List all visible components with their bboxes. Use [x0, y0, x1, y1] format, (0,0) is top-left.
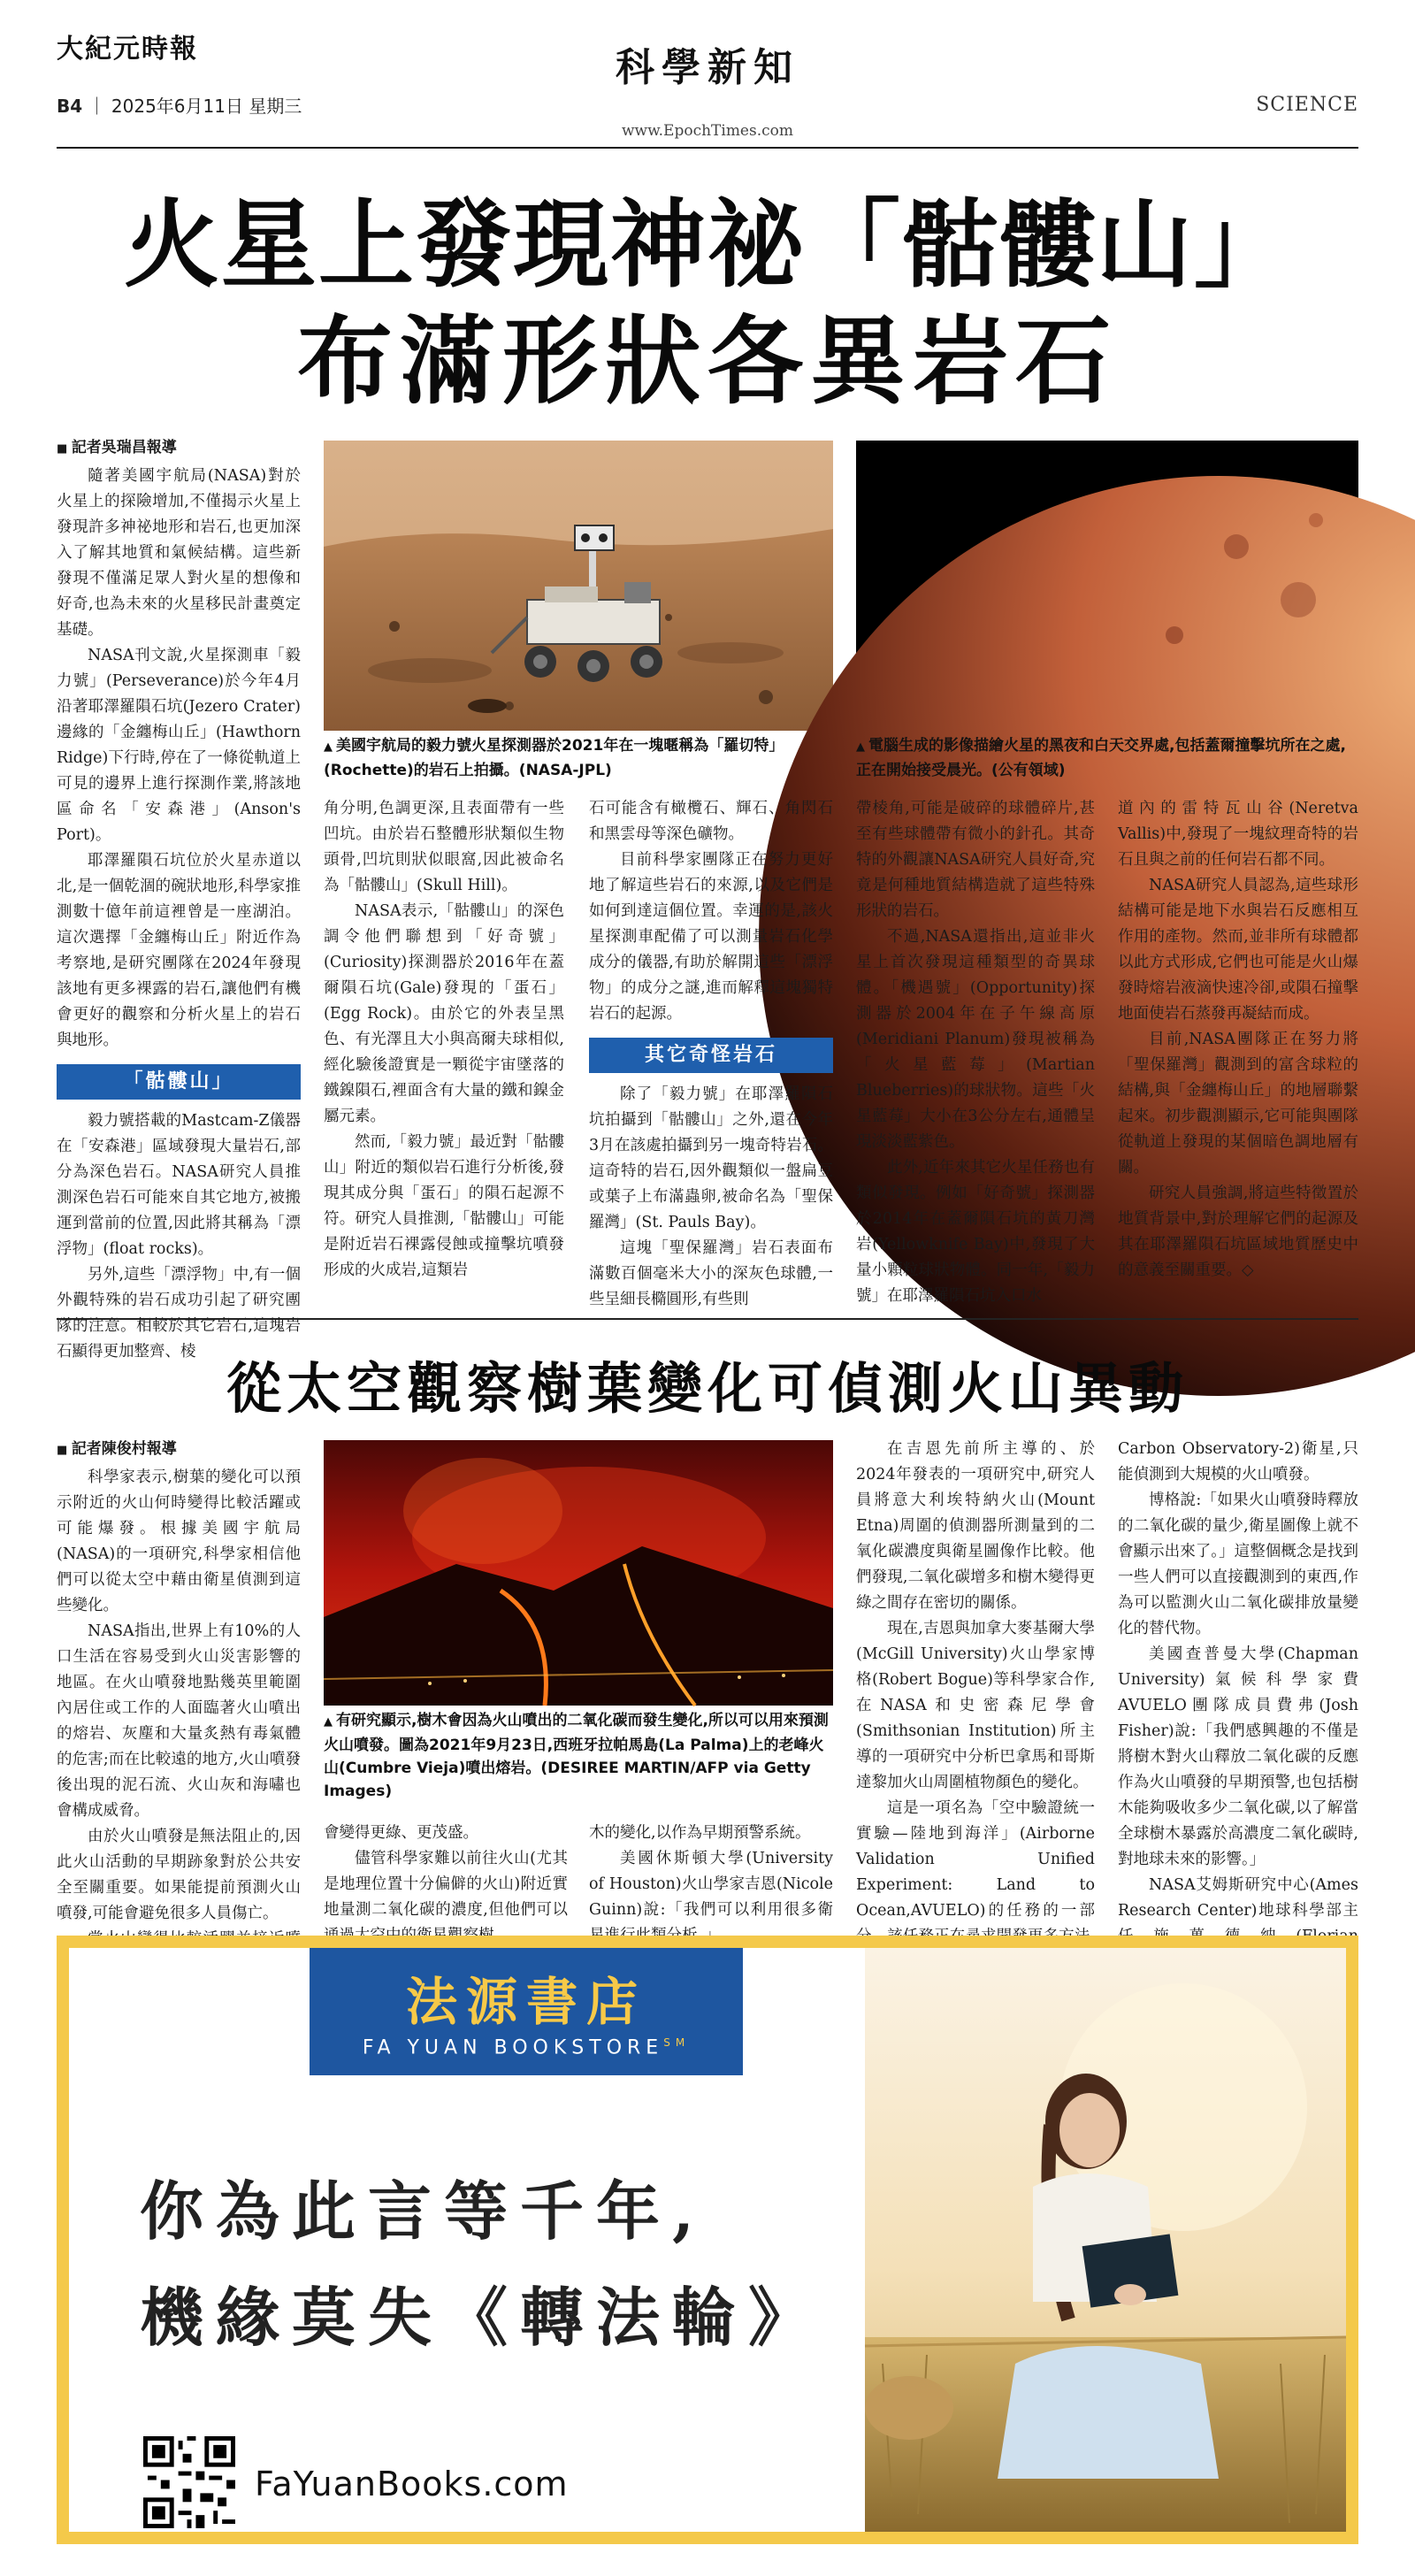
- bookstore-ad[interactable]: [57, 1936, 1358, 2544]
- paragraph: 然而,「毅力號」最近對「骷髏山」附近的類似岩石進行分析後,發現其成分與「蛋石」的隕石起源不符。研究人員推測,「骷髏山」可能是附近岩石裸露侵蝕或撞擊坑噴發形成的火成岩,這類岩: [324, 1133, 564, 1279]
- article2-column-3: [589, 1821, 833, 1921]
- article-divider: [57, 1318, 1358, 1320]
- section-english-label: SCIENCE: [1256, 94, 1358, 116]
- paragraph: 道內的雷特瓦山谷(Neretva Vallis)中,發現了一塊紋理奇特的岩石且與之前的任何岩石都不同。: [1118, 800, 1358, 869]
- paragraph: 研究人員強調,將這些特徵置於地質背景中,對於理解它們的起源及其在耶澤羅隕石坑區域地質歷史中的意義至關重要。◇: [1118, 1184, 1358, 1279]
- section-title: 科學新知: [616, 45, 799, 90]
- paragraph: 這塊「聖保羅灣」岩石表面布滿數百個毫米大小的深灰色球體,一些呈細長橢圓形,有些則: [589, 1239, 833, 1308]
- volcano-photo: [324, 1440, 833, 1706]
- ad-slogan-line2: 機緣莫失《轉法輪》: [140, 2280, 825, 2355]
- paragraph: 此外,近年來其它火星任務也有類似發現。例如「好奇號」探測器於2014年在蓋爾隕石坑的黃刀灣岩(Yellowknife Bay)中,發現了大量小顆粒球狀物體。同一年,「毅力號」在耶澤羅隕石坑入口水: [856, 1159, 1095, 1305]
- masthead-logo: 大紀元時報: [57, 34, 198, 65]
- article1-column-5: [1118, 796, 1358, 1306]
- site-url[interactable]: www.EpochTimes.com: [622, 122, 793, 140]
- caption-triangle-icon: ▲: [324, 1715, 333, 1729]
- paragraph: NASA指出,世界上有10%的人口生活在容易受到火山災害影響的地區。在火山噴發地點幾英里範圍內居住或工作的人面臨著火山噴出的熔岩、灰塵和大量炙熱有毒氣體的危害;而在比較遠的地方,火山噴發後出現的泥石流、火山灰和海嘯也會構成威脅。: [57, 1622, 301, 1820]
- bookstore-logo-english: FA YUAN BOOKSTORE℠: [362, 2036, 691, 2059]
- article1-headline-line1: 火星上發現神祕「骷髏山」: [123, 190, 1291, 301]
- paragraph: 帶棱角,可能是破碎的球體碎片,甚至有些球體帶有微小的針孔。其奇特的外觀讓NASA研究人員好奇,究竟是何種地質結構造就了這些特殊形狀的岩石。: [856, 800, 1095, 920]
- issue-date: 2025年6月11日 星期三: [111, 96, 302, 117]
- separator: ｜: [88, 96, 111, 117]
- paragraph: 在吉恩先前所主導的、於2024年發表的一項研究中,研究人員將意大利埃特納火山(Mount Etna)周圍的偵測器所測量到的二氧化碳濃度與衛星圖像作比較。他們發現,二氧化碳增多和樹木變得更綠之間存在密切的關係。: [856, 1440, 1095, 1612]
- issue-info: [57, 92, 302, 118]
- volcano-photo-caption: ▲ 有研究顯示,樹木會因為火山噴出的二氧化碳而發生變化,所以可以用來預測火山噴發。圖為2021年9月23日,西班牙拉帕馬島(La Palma)上的老峰火山(Cumbre Vieja)噴出熔岩。(DESIREE MARTIN/AFP via Getty Images): [324, 1712, 829, 1800]
- rover-photo: [324, 441, 833, 731]
- article1-column-2: [324, 796, 564, 1306]
- article2-column-5: [1118, 1437, 1358, 1921]
- paragraph: 目前,NASA團隊正在努力將「聖保羅灣」觀測到的富含球粒的結構,與「金纏梅山丘」的地層聯繫起來。初步觀測顯示,它可能與團隊從軌道上發現的某個暗色調地層有關。: [1118, 1031, 1358, 1177]
- paragraph: 科學家表示,樹葉的變化可以預示附近的火山何時變得比較活躍或可能爆發。根據美國宇航局(NASA)的一項研究,科學家相信他們可以從太空中藉由衛星偵測到這些變化。: [57, 1468, 301, 1614]
- rover-illustration: [324, 441, 833, 731]
- caption-triangle-icon: ▲: [324, 740, 333, 754]
- service-mark: SM: [663, 2036, 691, 2049]
- paragraph: 這是一項名為「空中驗證統一實驗—陸地到海洋」(Airborne Validation Unified Experiment: Land to Ocean,AVUELO)的任務的一部: [856, 1799, 1095, 1920]
- article1-column-4: [856, 796, 1095, 1306]
- rover-photo-caption: ▲ 美國宇航局的毅力號火星探測器於2021年在一塊暱稱為「羅切特」(Rochette)的岩石上拍攝。(NASA-JPL): [324, 737, 784, 779]
- paragraph: NASA研究人員認為,這些球形結構可能是地下水與岩石反應相互作用的產物。然而,並非所有球體都以此方式形成,它們也可能是火山爆發時熔岩液滴快速冷卻,或隕石撞擊地面使岩石蒸發再凝結而成。: [1118, 877, 1358, 1023]
- article1-column-1: [57, 435, 301, 1361]
- caption-triangle-icon: ▲: [856, 740, 865, 754]
- paragraph: 儘管科學家難以前往火山(尤其是地理位置十分偏僻的火山)附近實地量測二氧化碳的濃度,但他們可以: [324, 1850, 568, 1919]
- paragraph: NASA刊文說,火星探測車「毅力號」(Perseverance)於今年4月沿著耶澤羅隕石坑(Jezero Crater)邊緣的「金纏梅山丘」(Hawthorn Ridge)下行時,停在了一條從軌道上可見的邊界上進行探測作業,將該地區命名「安森港」(Anson's Port)。: [57, 647, 301, 844]
- bookstore-logo: [310, 1948, 743, 2075]
- paragraph: 現在,吉恩與加拿大麥基爾大學(McGill University)火山學家博格(Robert Bogue)等科學家合作,在NASA和史密森尼學會(Smithsonian Institution)所主導的一項研究中分析巴拿馬和哥斯達黎加火山周圍植物顏色的變化。: [856, 1620, 1095, 1791]
- paragraph: 會變得更綠、更茂盛。: [324, 1824, 478, 1842]
- paragraph: 耶澤羅隕石坑位於火星赤道以北,是一個乾涸的碗狀地形,科學家推測數十億年前這裡曾是一座湖泊。這次選擇「金纏梅山丘」附近作為考察地,是研究團隊在2024年發現該地有更多裸露的岩石,讓他們有機會更好的觀察和分析火星上的岩石與地形。: [57, 852, 301, 1049]
- article2-column-1: [57, 1437, 301, 1921]
- mars-illustration: [856, 441, 1358, 731]
- paragraph: 不過,NASA還指出,這並非火星上首次發現這種類型的奇異球體。「機遇號」(Opportunity)探測器於2004年在子午線高原(Meridiani Planum)發現被稱為「火星藍莓」(Martian Blueberries)的球狀物。這些「火星藍莓」大小在3公分左右,通體呈現淡淡藍紫色。: [856, 928, 1095, 1151]
- bookstore-url[interactable]: FaYuanBooks.com: [255, 2465, 569, 2503]
- article2-column-2: [324, 1821, 568, 1921]
- ad-slogan-line1: 你為此言等千年,: [140, 2174, 708, 2249]
- paragraph: 目前科學家團隊正在努力更好地了解這些岩石的來源,以及它們是如何到達這個位置。幸運的是,該火星探測車配備了可以測量岩石化學成分的儀器,有助於解開這些「漂浮物」的成分之謎,進而解釋這塊獨特岩石的起源。: [589, 851, 833, 1023]
- article2-column-4: [856, 1437, 1095, 1921]
- paragraph: 隨著美國宇航局(NASA)對於火星上的探險增加,不僅揭示火星上發現許多神祕地形和岩石,也更加深入了解其地質和氣候結構。這些新發現不僅滿足眾人對火星的想像和好奇,也為未來的火星移民計畫奠定基礎。: [57, 467, 301, 639]
- paragraph: 博格說:「如果火山噴發時釋放的二氧化碳的量少,衛星圖像上就不會顯示出來了。」這整個概念是找到一些人們可以直接觀測到的東西,作為可以監測火山二氧化碳排放量變化的替代物。: [1118, 1491, 1358, 1637]
- page-number: B4: [57, 96, 83, 117]
- header-rule: [57, 147, 1358, 149]
- paragraph: 石可能含有橄欖石、輝石、角閃石和黑雲母等深色礦物。: [589, 800, 833, 843]
- paragraph: Carbon Observatory-2)衛星,只能偵測到大規模的火山噴發。: [1118, 1440, 1358, 1484]
- reading-woman-illustration: [865, 1948, 1346, 2532]
- paragraph: 毅力號搭載的Mastcam-Z儀器在「安森港」區域發現大量岩石,部分為深色岩石。NASA研究人員推測深色岩石可能來自其它地方,被搬運到當前的位置,因此將其稱為「漂浮物」(float rocks)。: [57, 1112, 301, 1258]
- reading-woman-photo: [865, 1948, 1346, 2532]
- article2-headline: 從太空觀察樹葉變化可偵測火山異動: [226, 1356, 1189, 1421]
- volcano-illustration: [324, 1440, 833, 1706]
- paragraph: NASA艾姆斯研究中心(Ames Research Center)地球科學部主: [1118, 1876, 1358, 1920]
- paragraph: NASA表示,「骷髏山」的深色調令他們聯想到「好奇號」(Curiosity)探測器於2016年在蓋爾隕石坑(Gale)發現的「蛋石」(Egg Rock)。由於它的外表呈黑色、有光澤且大小與高爾夫球相似,經化驗後證實是一顆從宇宙墜落的鐵鎳隕石,裡面含有大量的鐵和鎳金屬元素。: [324, 902, 564, 1125]
- subhead-skull-hill: 「骷髏山」: [57, 1064, 301, 1100]
- article2-byline: ■ 記者陳俊村報導: [57, 1437, 301, 1463]
- article1-headline-line2: 布滿形狀各異岩石: [296, 307, 1118, 418]
- qr-code-icon: [143, 2436, 235, 2528]
- qr-code[interactable]: [143, 2436, 235, 2528]
- bookstore-logo-chinese: 法源書店: [405, 1972, 646, 2032]
- mars-photo: [856, 441, 1358, 731]
- article1-byline: ■ 記者吳瑞昌報導: [57, 435, 301, 462]
- paragraph: 由於火山噴發是無法阻止的,因此火山活動的早期跡象對於公共安全至關重要。如果能提前預測火山噴發,可能會避免很多人員傷亡。: [57, 1828, 301, 1922]
- subhead-other-rocks: 其它奇怪岩石: [589, 1038, 833, 1073]
- paragraph: 美國查普曼大學(Chapman University)氣候科學家費AVUELO團隊成員費弗(Josh Fisher)說:「我們感興趣的不僅是將樹木對火山釋放二氧化碳的反應作為火山噴發的早期預警,也包括樹木能夠吸收多少二氧化碳,以了解當全球樹木暴露於高濃度二氧化碳時,對地球未來的影響。」: [1118, 1645, 1358, 1868]
- paragraph: 美國休斯頓大學(University of Houston)火山學家吉恩(Nicole Guinn)說:「我們可以利用很多衛: [589, 1850, 833, 1919]
- paragraph: 木的變化,以作為早期預警系統。: [589, 1824, 811, 1842]
- paragraph: 除了「毅力號」在耶澤羅隕石坑拍攝到「骷髏山」之外,還在今年3月在該處拍攝到另一塊奇特岩石。這奇特的岩石,因外觀類似一盤扁豆或葉子上布滿蟲卵,被命名為「聖保羅灣」(St. Pauls Bay)。: [589, 1085, 833, 1231]
- paragraph: 角分明,色調更深,且表面帶有一些凹坑。由於岩石整體形狀類似生物頭骨,凹坑則狀似眼窩,因此被命名為「骷髏山」(Skull Hill)。: [324, 800, 564, 894]
- article1-column-3: [589, 796, 833, 1306]
- paragraph: 另外,這些「漂浮物」中,有一個外觀特殊的岩石成功引起了研究團隊的注意。相較於其它岩石,這塊岩石顯得更加整齊、棱: [57, 1266, 301, 1361]
- mars-photo-caption: ▲ 電腦生成的影像描繪火星的黑夜和白天交界處,包括蓋爾撞擊坑所在之處,正在開始接受晨光。(公有領域): [856, 737, 1346, 779]
